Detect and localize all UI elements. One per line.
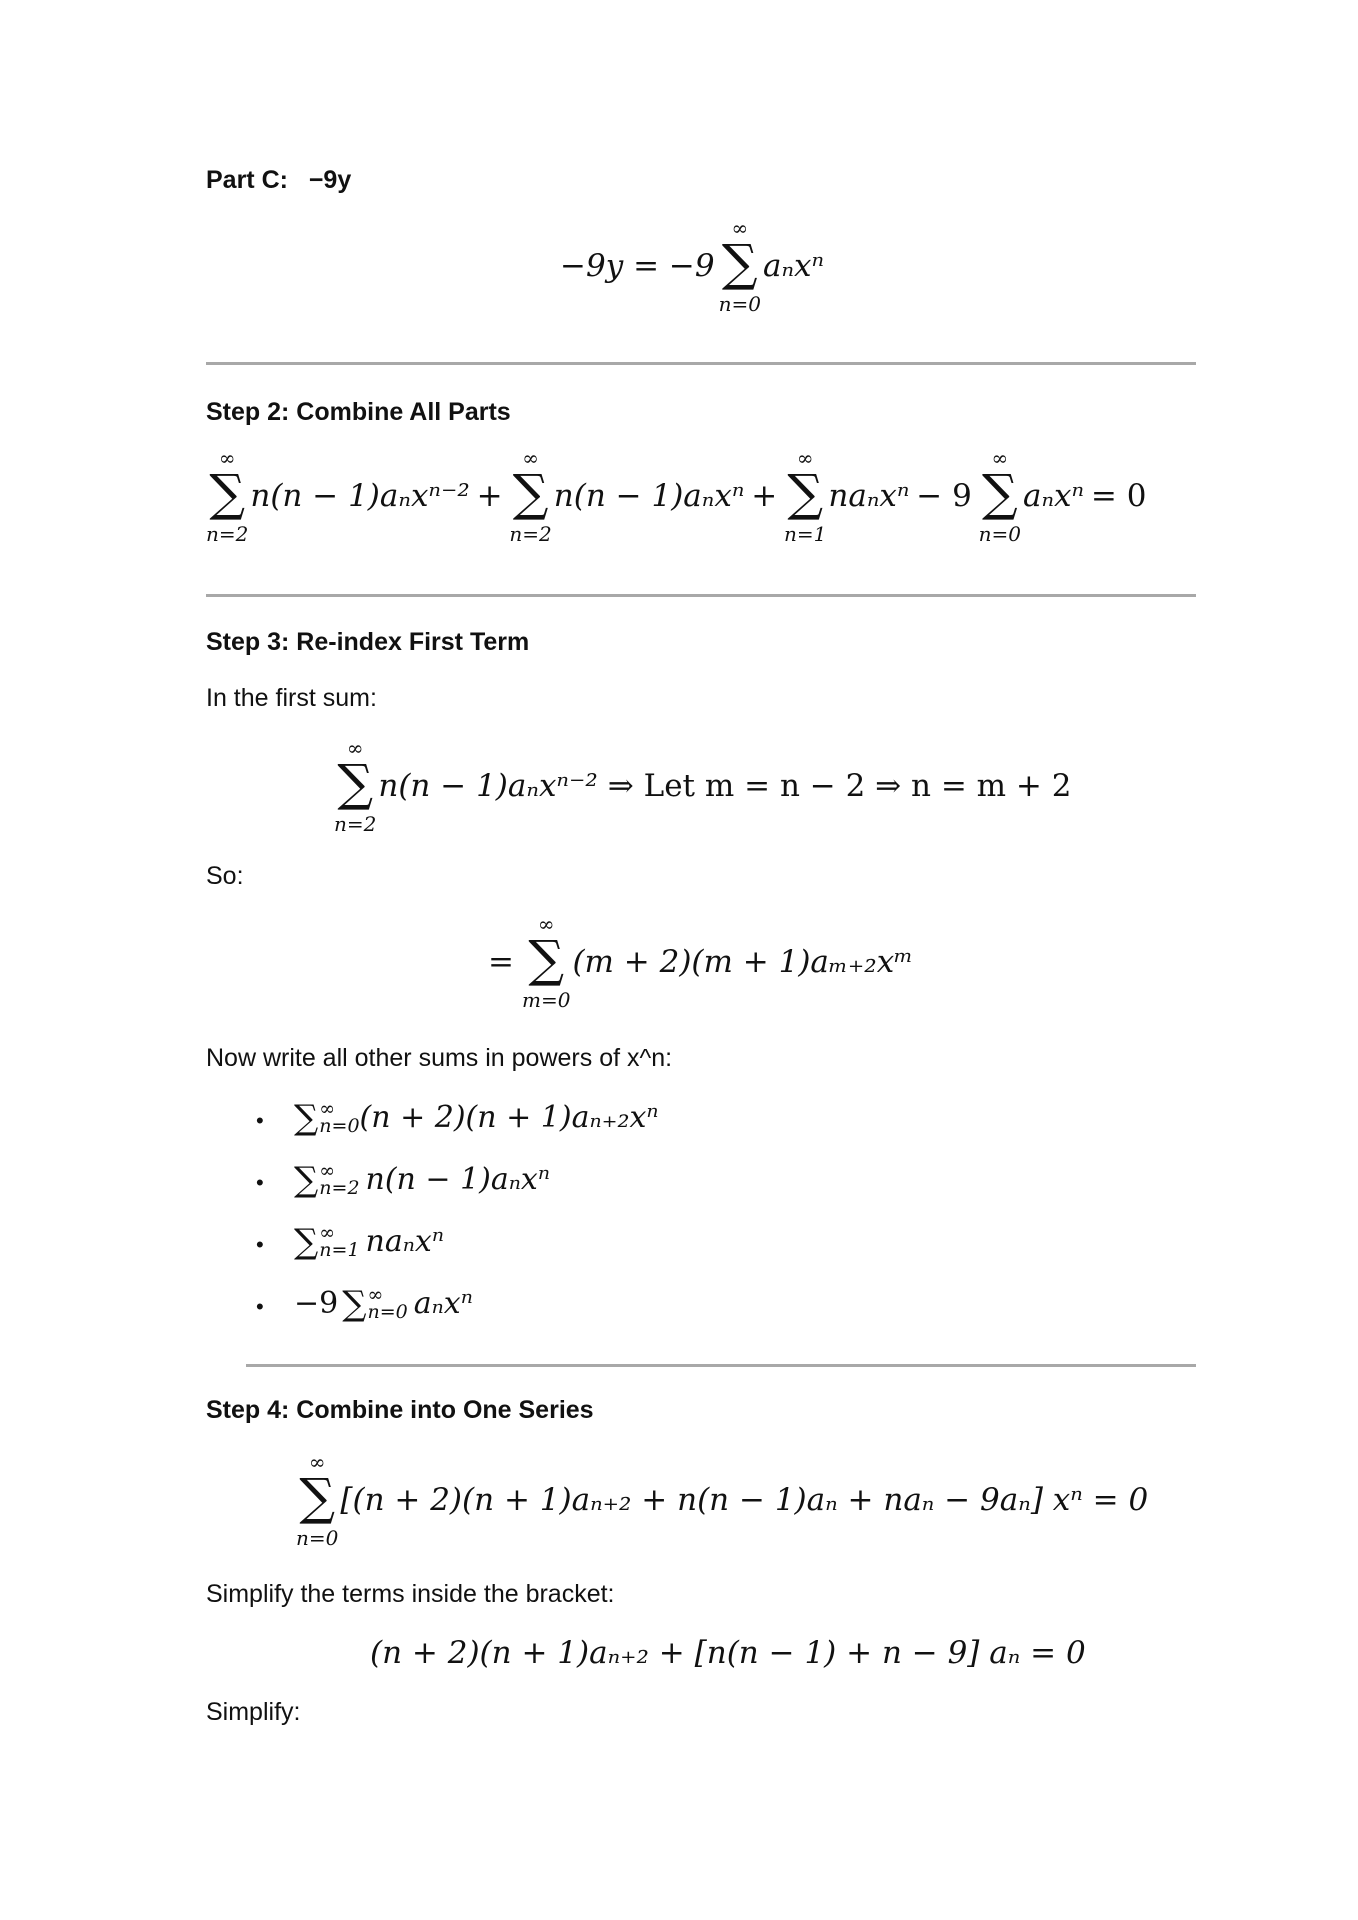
divider xyxy=(206,362,1196,365)
bullet-marker: • xyxy=(256,1108,264,1133)
step2-sum3-body: naₙxⁿ xyxy=(828,477,910,514)
equation-part-c xyxy=(560,218,824,314)
step2-heading: Step 2: Combine All Parts xyxy=(206,398,511,426)
sum-symbol: ∞ ∑ n=0 xyxy=(718,216,761,316)
bullet-item: ∑ ∞ n=2 n(n − 1)aₙxⁿ xyxy=(294,1160,550,1200)
sum-symbol: ∞ ∑ m=0 xyxy=(521,912,571,1012)
step3-eq2-body: (m + 2)(m + 1)aₘ₊₂xᵐ xyxy=(572,943,914,980)
step2-sum2-body: n(n − 1)aₙxⁿ xyxy=(553,477,745,514)
part-c-heading xyxy=(206,166,351,195)
sum-symbol: ∞ ∑ n=1 xyxy=(784,446,827,546)
sum-symbol: ∞ ∑ n=0 xyxy=(296,1450,339,1550)
equation-step4-series xyxy=(296,1452,1148,1548)
step4-eq1-body: [(n + 2)(n + 1)aₙ₊₂ + n(n − 1)aₙ + naₙ − 9aₙ] xⁿ = 0 xyxy=(340,1481,1149,1518)
divider xyxy=(206,594,1196,597)
eq-part-c-lhs: −9y = −9 xyxy=(560,247,715,284)
bullet-body: aₙxⁿ xyxy=(413,1286,473,1321)
step2-sum4-body: aₙxⁿ xyxy=(1023,477,1085,514)
bullet-marker: • xyxy=(256,1294,264,1319)
step2-sum1-body: n(n − 1)aₙxⁿ⁻² xyxy=(250,477,470,514)
bullet-marker: • xyxy=(256,1170,264,1195)
equation-step3-result xyxy=(488,914,913,1010)
bullet-body: naₙxⁿ xyxy=(365,1224,444,1259)
bullet-marker: • xyxy=(256,1232,264,1257)
step3-powers-intro: Now write all other sums in powers of x^n: xyxy=(206,1044,673,1072)
equation-step2: ∞ ∑ n=2 n(n − 1)aₙxⁿ⁻² + ∞ ∑ n=2 n(n − 1)aₙxⁿ + ∞ ∑ n=1 naₙxⁿ − 9 ∞ ∑ n=0 aₙxⁿ = 0 xyxy=(206,448,1153,544)
step4-heading: Step 4: Combine into One Series xyxy=(206,1396,594,1424)
bullet-item: ∑ ∞ n=0 (n + 2)(n + 1)aₙ₊₂xⁿ xyxy=(294,1098,659,1138)
step4-simplify: Simplify: xyxy=(206,1698,301,1726)
step4-simplify-intro: Simplify the terms inside the bracket: xyxy=(206,1580,615,1608)
step3-eq1-tail: ⇒ Let m = n − 2 ⇒ n = m + 2 xyxy=(607,767,1072,804)
step2-rhs: = 0 xyxy=(1090,477,1147,514)
step3-eq1-body: n(n − 1)aₙxⁿ⁻² xyxy=(378,767,598,804)
step3-eq2-lead: = xyxy=(488,943,514,980)
sum-symbol: ∞ ∑ n=2 xyxy=(509,446,552,546)
sum-symbol: ∞ ∑ n=0 xyxy=(978,446,1022,546)
bullet-body: n(n − 1)aₙxⁿ xyxy=(365,1162,550,1197)
step3-heading: Step 3: Re-index First Term xyxy=(206,628,530,656)
equation-step3-reindex xyxy=(334,738,1071,834)
step2-coef4: − 9 xyxy=(916,477,972,514)
sum-symbol: ∞ ∑ n=2 xyxy=(206,446,249,546)
equation-step4-bracket: (n + 2)(n + 1)aₙ₊₂ + [n(n − 1) + n − 9] aₙ = 0 xyxy=(370,1635,1086,1671)
bullet-item: ∑ ∞ n=1 naₙxⁿ xyxy=(294,1222,444,1262)
step3-so: So: xyxy=(206,862,244,890)
sum-symbol: ∞ ∑ n=2 xyxy=(334,736,377,836)
bullet-body: (n + 2)(n + 1)aₙ₊₂xⁿ xyxy=(359,1100,659,1135)
step3-intro: In the first sum: xyxy=(206,684,377,712)
eq-part-c-body: aₙxⁿ xyxy=(762,247,825,284)
part-c-term: −9y xyxy=(308,166,352,194)
divider xyxy=(246,1364,1196,1367)
part-c-label: Part C: xyxy=(206,166,288,194)
bullet-item: −9 ∑ ∞ n=0 aₙxⁿ xyxy=(294,1284,473,1324)
